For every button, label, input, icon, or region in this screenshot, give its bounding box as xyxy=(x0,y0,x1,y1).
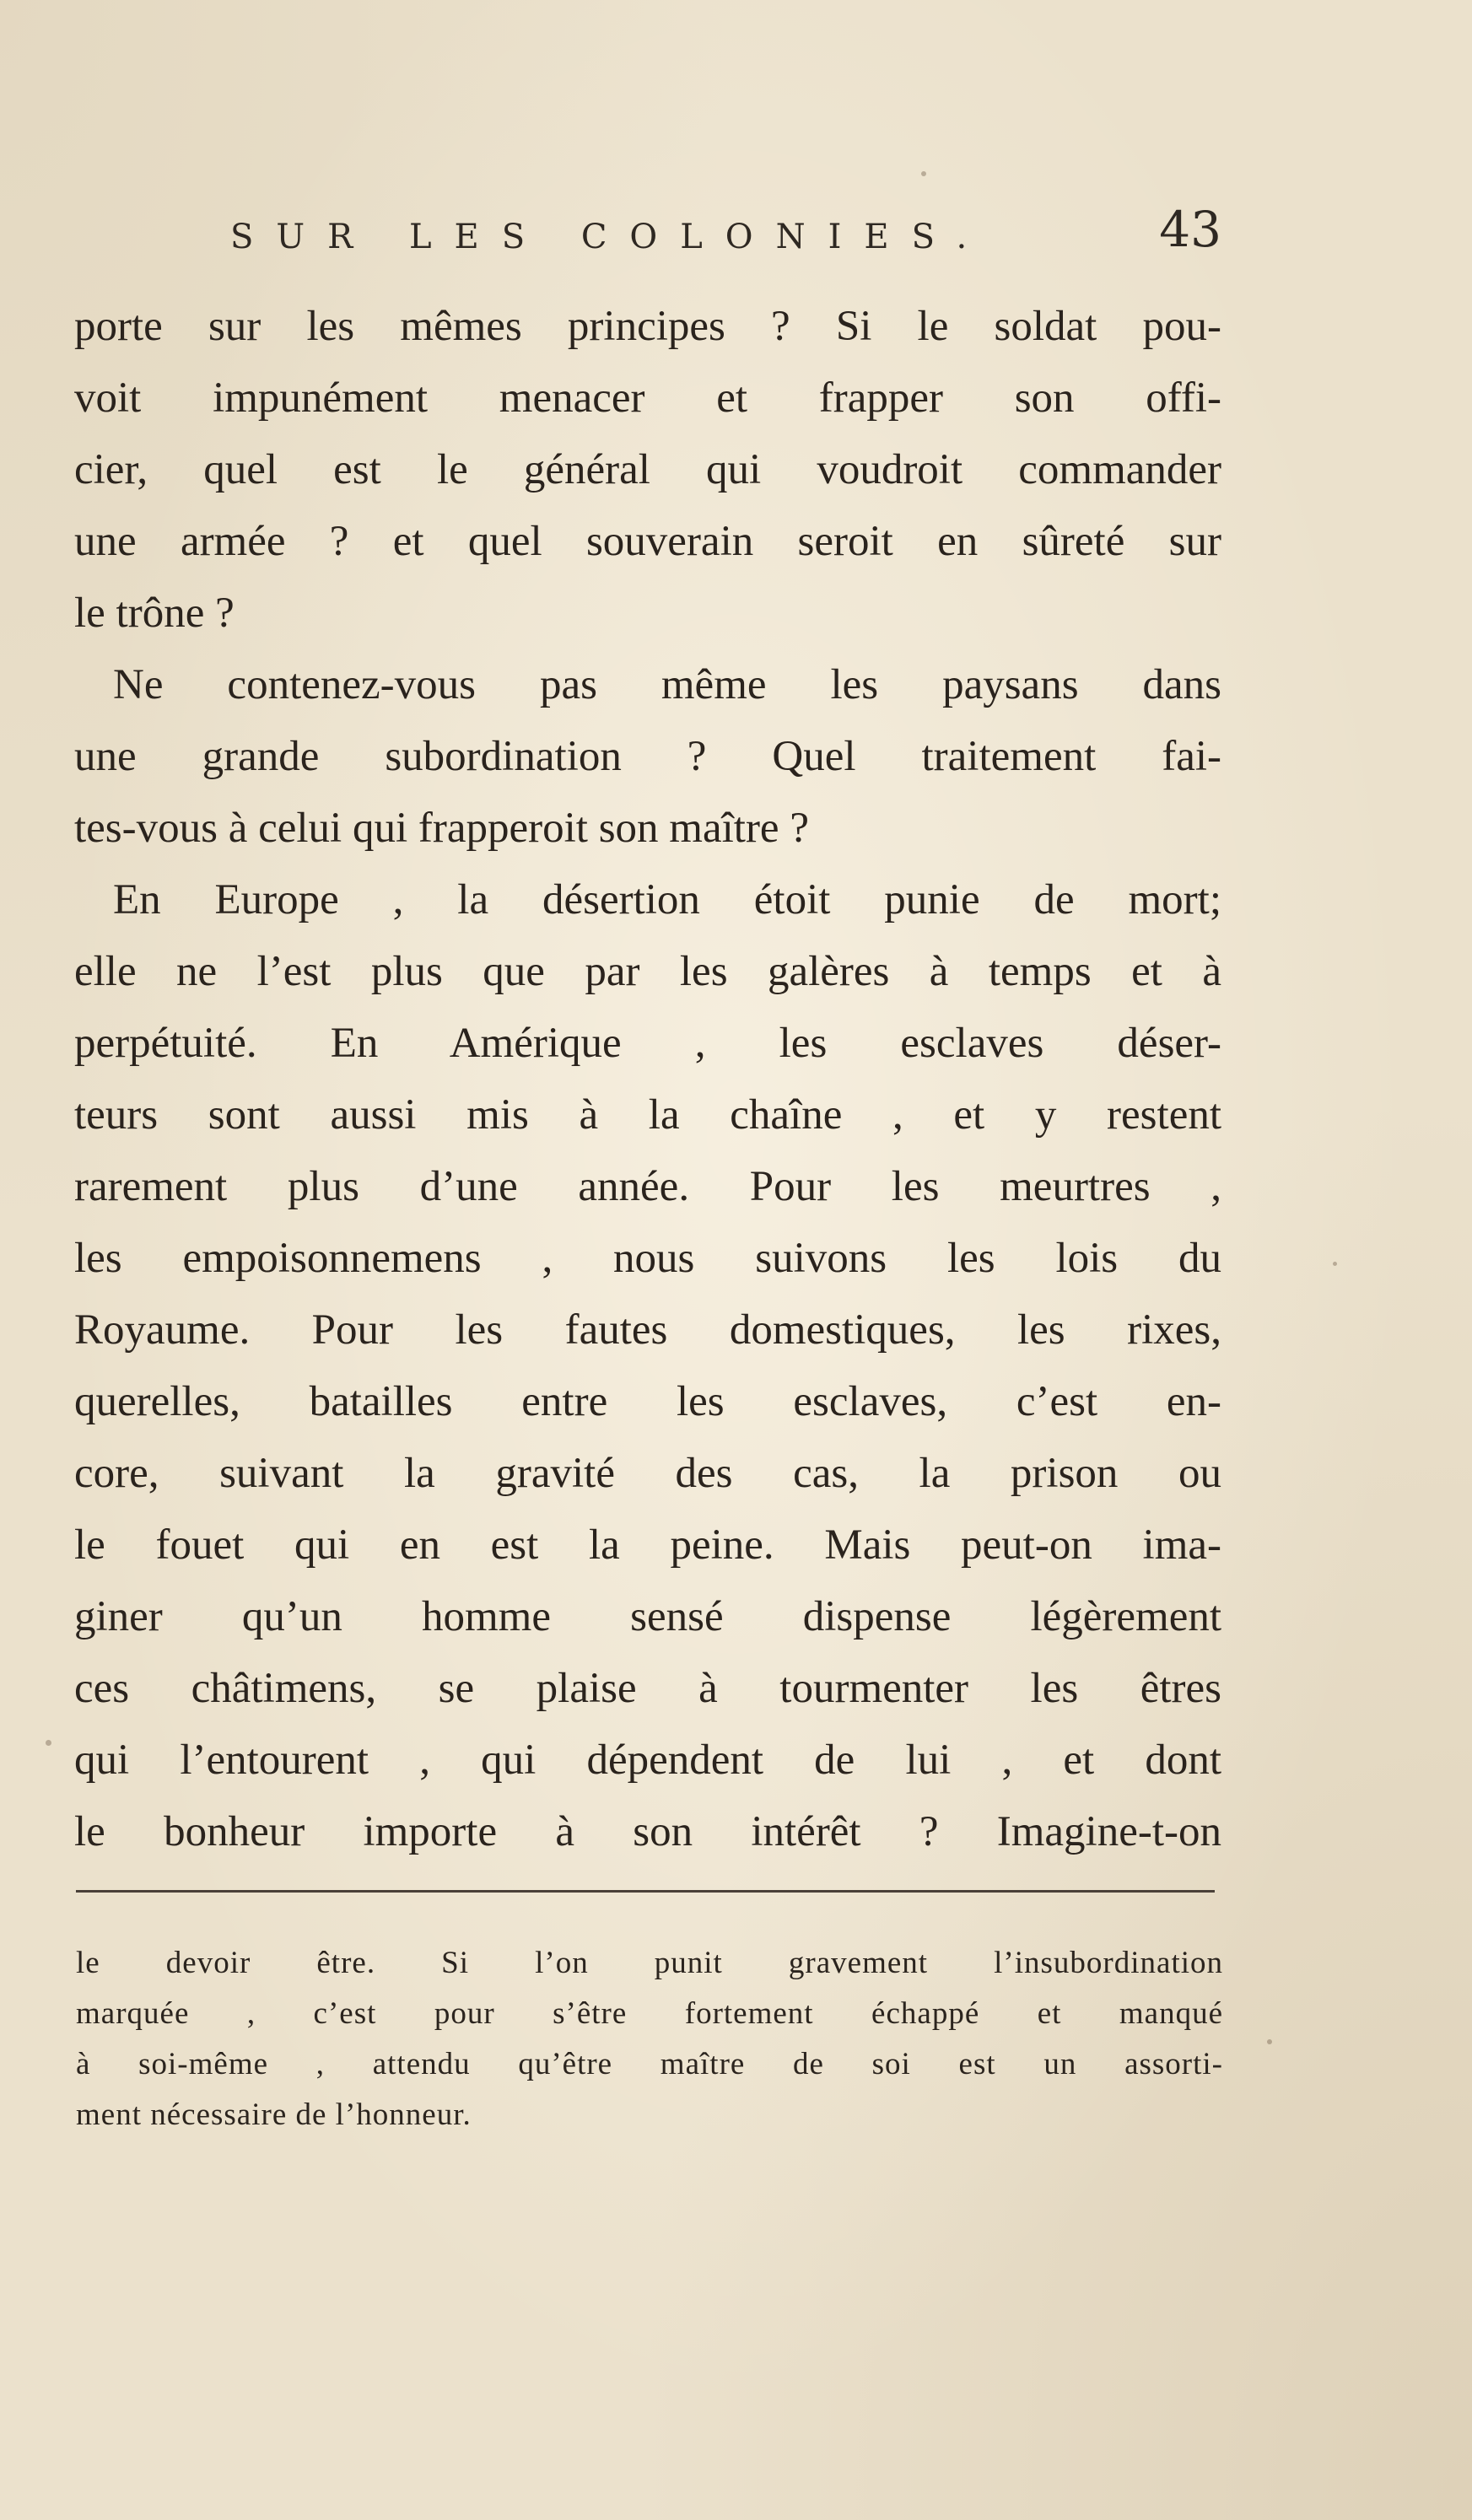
text-line: voit impunément menacer et frapper son offi- xyxy=(74,374,1221,422)
text-line: une armée ? et quel souverain seroit en sûreté sur xyxy=(74,518,1221,565)
text-line: core, suivant la gravité des cas, la prison ou xyxy=(74,1450,1221,1497)
text-line: querelles, batailles entre les esclaves, c’est en- xyxy=(74,1378,1221,1425)
footnote-line: ment nécessaire de l’honneur. xyxy=(76,2097,472,2132)
text-line: teurs sont aussi mis à la chaîne , et y restent xyxy=(74,1091,1221,1139)
text-line: une grande subordination ? Quel traitement fai- xyxy=(74,733,1221,780)
text-line: le fouet qui en est la peine. Mais peut-on ima- xyxy=(74,1521,1221,1569)
text-line: le trône ? xyxy=(74,590,235,637)
paragraph-3 xyxy=(74,864,1221,1868)
footnote-line: marquée , c’est pour s’être fortement échappé et manqué xyxy=(76,1996,1223,2031)
footnote-line: à soi-même , attendu qu’être maître de soi est un assorti- xyxy=(76,2047,1223,2081)
text-line: ces châtimens, se plaise à tourmenter les êtres xyxy=(74,1665,1221,1712)
paper-speck xyxy=(1267,2039,1272,2044)
paper-speck xyxy=(921,171,926,176)
text-line: En Europe , la désertion étoit punie de mort; xyxy=(113,876,1221,923)
text-line: porte sur les mêmes principes ? Si le soldat pou- xyxy=(74,303,1221,350)
text-line: Royaume. Pour les fautes domestiques, les rixes, xyxy=(74,1306,1221,1354)
text-line: cier, quel est le général qui voudroit commander xyxy=(74,446,1221,493)
page-number: 43 xyxy=(1159,201,1221,258)
running-head xyxy=(74,201,1221,277)
body-text xyxy=(74,291,1221,1868)
text-line: perpétuité. En Amérique , les esclaves déser- xyxy=(74,1020,1221,1067)
text-line: giner qu’un homme sensé dispense légèrement xyxy=(74,1593,1221,1640)
text-line: Ne contenez-vous pas même les paysans dans xyxy=(113,661,1221,708)
text-line: les empoisonnemens , nous suivons les lois du xyxy=(74,1235,1221,1282)
paragraph-2 xyxy=(74,649,1221,864)
paper-speck xyxy=(46,1740,51,1746)
paragraph-1 xyxy=(74,291,1221,649)
text-line: le bonheur importe à son intérêt ? Imagine-t-on xyxy=(74,1808,1221,1855)
footnote xyxy=(76,1938,1223,2140)
text-line: qui l’entourent , qui dépendent de lui , et dont xyxy=(74,1737,1221,1784)
text-line: elle ne l’est plus que par les galères à temps et à xyxy=(74,948,1221,995)
text-line: tes-vous à celui qui frapperoit son maître ? xyxy=(74,805,809,852)
paper-speck xyxy=(1333,1262,1337,1266)
text-line: rarement plus d’une année. Pour les meurtres , xyxy=(74,1163,1221,1210)
footnote-rule xyxy=(76,1890,1215,1893)
footnote-line: le devoir être. Si l’on punit gravement l’insubordination xyxy=(76,1946,1223,1980)
running-title: SUR LES COLONIES. xyxy=(230,218,990,256)
